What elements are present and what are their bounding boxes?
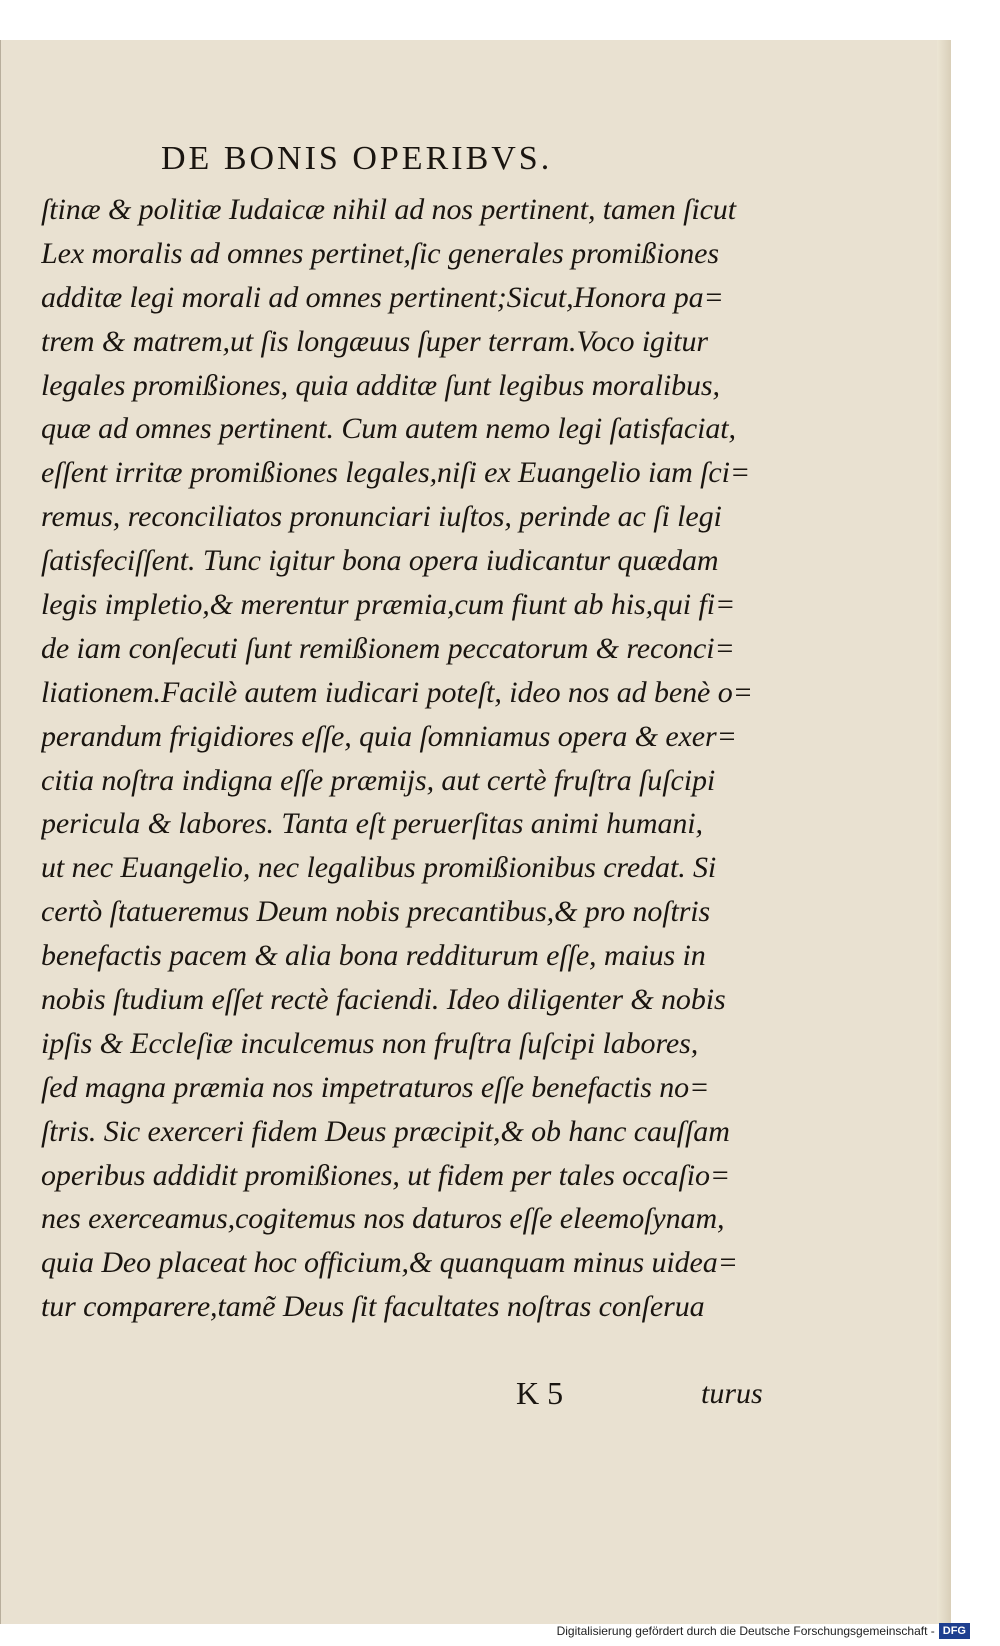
text-line: de iam conſecuti ſunt remißionem peccatorum & reconci= xyxy=(41,631,735,665)
text-line: ſtris. Sic exerceri fidem Deus præcipit,& ob hanc cauſſam xyxy=(41,1114,730,1148)
text-line: ut nec Euangelio, nec legalibus promißionibus credat. Si xyxy=(41,851,717,885)
text-line: nes exerceamus,cogitemus nos daturos eſſe eleemoſynam, xyxy=(41,1202,725,1236)
book-page xyxy=(0,40,951,1624)
text-line: certò ſtatueremus Deum nobis precantibus,& pro noſtris xyxy=(41,895,711,929)
credit-text: Digitalisierung gefördert durch die Deutsche Forschungsgemeinschaft - xyxy=(556,1624,935,1638)
text-line: Lex moralis ad omnes pertinet,ſic generales promißiones xyxy=(41,236,719,270)
text-line: legales promißiones, quia additæ ſunt legibus moralibus, xyxy=(41,368,720,402)
text-line: ſed magna præmia nos impetraturos eſſe benefactis no= xyxy=(41,1070,710,1104)
text-line: ſatisfeciſſent. Tunc igitur bona opera iudicantur quædam xyxy=(41,544,719,578)
text-line: benefactis pacem & alia bona redditurum eſſe, maius in xyxy=(41,939,706,973)
text-line: nobis ſtudium eſſet rectè faciendi. Ideo diligenter & nobis xyxy=(41,983,726,1017)
text-line: citia noſtra indigna eſſe præmijs, aut certè fruſtra ſuſcipi xyxy=(41,763,716,797)
text-line: operibus addidit promißiones, ut fidem per tales occaſio= xyxy=(41,1158,731,1192)
dfg-logo: DFG xyxy=(939,1623,970,1639)
text-line: perandum frigidiores eſſe, quia ſomniamus opera & exer= xyxy=(41,719,737,753)
text-line: pericula & labores. Tanta eſt peruerſitas animi humani, xyxy=(41,807,703,841)
signature-mark: K 5 xyxy=(516,1375,564,1411)
text-line: quæ ad omnes pertinent. Cum autem nemo legi ſatisfaciat, xyxy=(41,412,736,446)
text-line: tur comparere,tamẽ Deus ſit facultates noſtras conſerua xyxy=(41,1290,705,1324)
text-line: ſtinæ & politiæ Iudaicæ nihil ad nos pertinent, tamen ſicut xyxy=(41,193,736,226)
body-text xyxy=(41,188,781,1329)
text-line: trem & matrem,ut ſis longæuus ſuper terram.Voco igitur xyxy=(41,324,708,358)
text-line: eſſent irritæ promißiones legales,niſi ex Euangelio iam ſci= xyxy=(41,456,751,490)
text-line: additæ legi morali ad omnes pertinent;Sicut,Honora pa= xyxy=(41,280,724,314)
text-line: liationem.Facilè autem iudicari poteſt, ideo nos ad benè o= xyxy=(41,675,753,709)
text-line: legis impletio,& merentur præmia,cum fiunt ab his,qui fi= xyxy=(41,588,736,622)
page-edge-shadow xyxy=(937,40,951,1624)
text-line: ipſis & Eccleſiæ inculcemus non fruſtra ſuſcipi labores, xyxy=(41,1026,699,1060)
running-header: DE BONIS OPERIBVS. xyxy=(161,140,553,177)
catchword: turus xyxy=(701,1377,763,1410)
digitization-credit xyxy=(557,1622,970,1640)
text-line: quia Deo placeat hoc officium,& quanquam minus uidea= xyxy=(41,1246,738,1280)
text-line: remus, reconciliatos pronunciari iuſtos, perinde ac ſi legi xyxy=(41,500,722,534)
